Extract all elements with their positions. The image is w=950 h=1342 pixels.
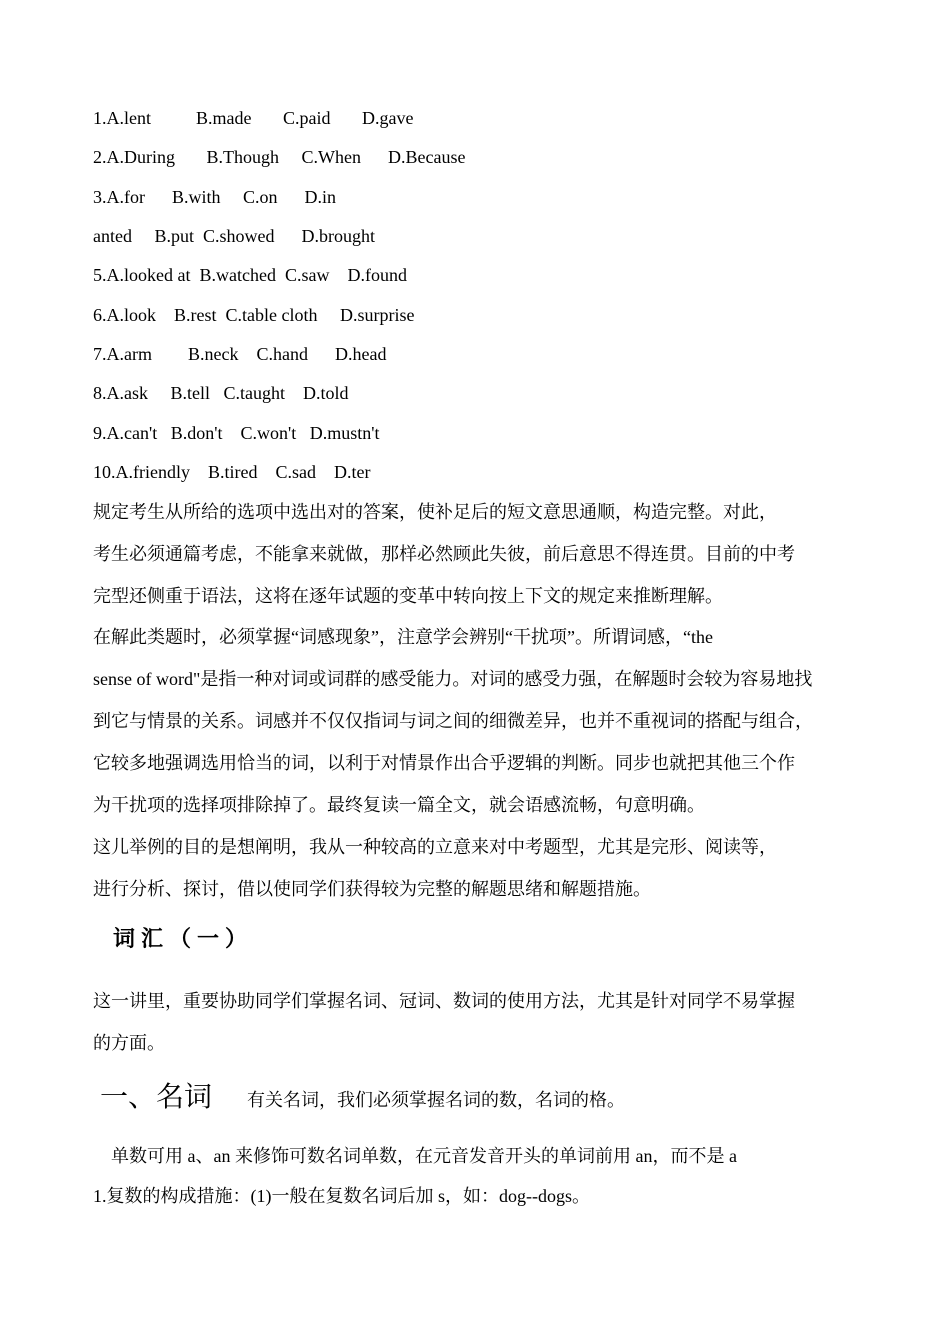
paragraph-line: 为干扰项的选择项排除掉了。最终复读一篇全文，就会语感流畅，句意明确。 [93, 795, 705, 815]
paragraph-lecture-intro [93, 980, 868, 1064]
paragraph-line: 这一讲里，重要协助同学们掌握名词、冠词、数词的使用方法，尤其是针对同学不易掌握 [93, 991, 795, 1011]
section-heading-vocabulary: 词汇（一） [113, 927, 254, 952]
option-line-6: 6.A.look B.rest C.table cloth D.surprise [93, 305, 415, 325]
option-line-3: 3.A.for B.with C.on D.in [93, 187, 336, 207]
paragraph-line: 这儿举例的目的是想阐明，我从一种较高的立意来对中考题型，尤其是完形、阅读等， [93, 837, 777, 857]
paragraph-line: sense of word"是指一种对词或词群的感受能力。对词的感受力强，在解题时会较为容易地找 [93, 669, 813, 689]
paragraph-line: 在解此类题时，必须掌握“词感现象”，注意学会辨别“干扰项”。所谓词感，“the [93, 627, 713, 647]
section-heading-nouns [100, 1080, 625, 1118]
plural-rule-line: 1.复数的构成措施：(1)一般在复数名词后加 s，如：dog--dogs。 [93, 1186, 590, 1206]
option-line-2: 2.A.During B.Though C.When D.Because [93, 147, 466, 167]
option-line-7: 7.A.arm B.neck C.hand D.head [93, 344, 387, 364]
option-line-9: 9.A.can't B.don't C.won't D.mustn't [93, 423, 380, 443]
paragraph-line: 规定考生从所给的选项中选出对的答案，使补足后的短文意思通顺，构造完整。对此， [93, 502, 777, 522]
paragraph-line: 的方面。 [93, 1033, 165, 1053]
heading-nouns-note: 有关名词，我们必须掌握名词的数，名词的格。 [247, 1090, 626, 1110]
option-line-1: 1.A.lent B.made C.paid D.gave [93, 108, 414, 128]
paragraph-line: 进行分析、探讨，借以使同学们获得较为完整的解题思绪和解题措施。 [93, 879, 651, 899]
heading-nouns-title: 一、名词 [100, 1082, 213, 1113]
paragraph-instructions [93, 491, 868, 617]
paragraph-line: 它较多地强调选用恰当的词，以利于对情景作出合乎逻辑的判断。同步也就把其他三个作 [93, 753, 795, 773]
option-line-5: 5.A.looked at B.watched C.saw D.found [93, 265, 407, 285]
paragraph-line: 到它与情景的关系。词感并不仅仅指词与词之间的细微差异，也并不重视词的搭配与组合， [93, 711, 813, 731]
paragraph-line: 完型还侧重于语法，这将在逐年试题的变革中转向按上下文的规定来推断理解。 [93, 586, 723, 606]
option-line-8: 8.A.ask B.tell C.taught D.told [93, 383, 349, 403]
option-line-10: 10.A.friendly B.tired C.sad D.ter [93, 462, 371, 482]
paragraph-word-sense [93, 616, 868, 826]
paragraph-purpose [93, 826, 868, 910]
paragraph-line: 考生必须通篇考虑，不能拿来就做，那样必然顾此失彼，前后意思不得连贯。目前的中考 [93, 544, 795, 564]
option-line-4: anted B.put C.showed D.brought [93, 226, 375, 246]
singular-rule-line: 单数可用 a、an 来修饰可数名词单数，在元音发音开头的单词前用 an，而不是 a [93, 1146, 737, 1166]
